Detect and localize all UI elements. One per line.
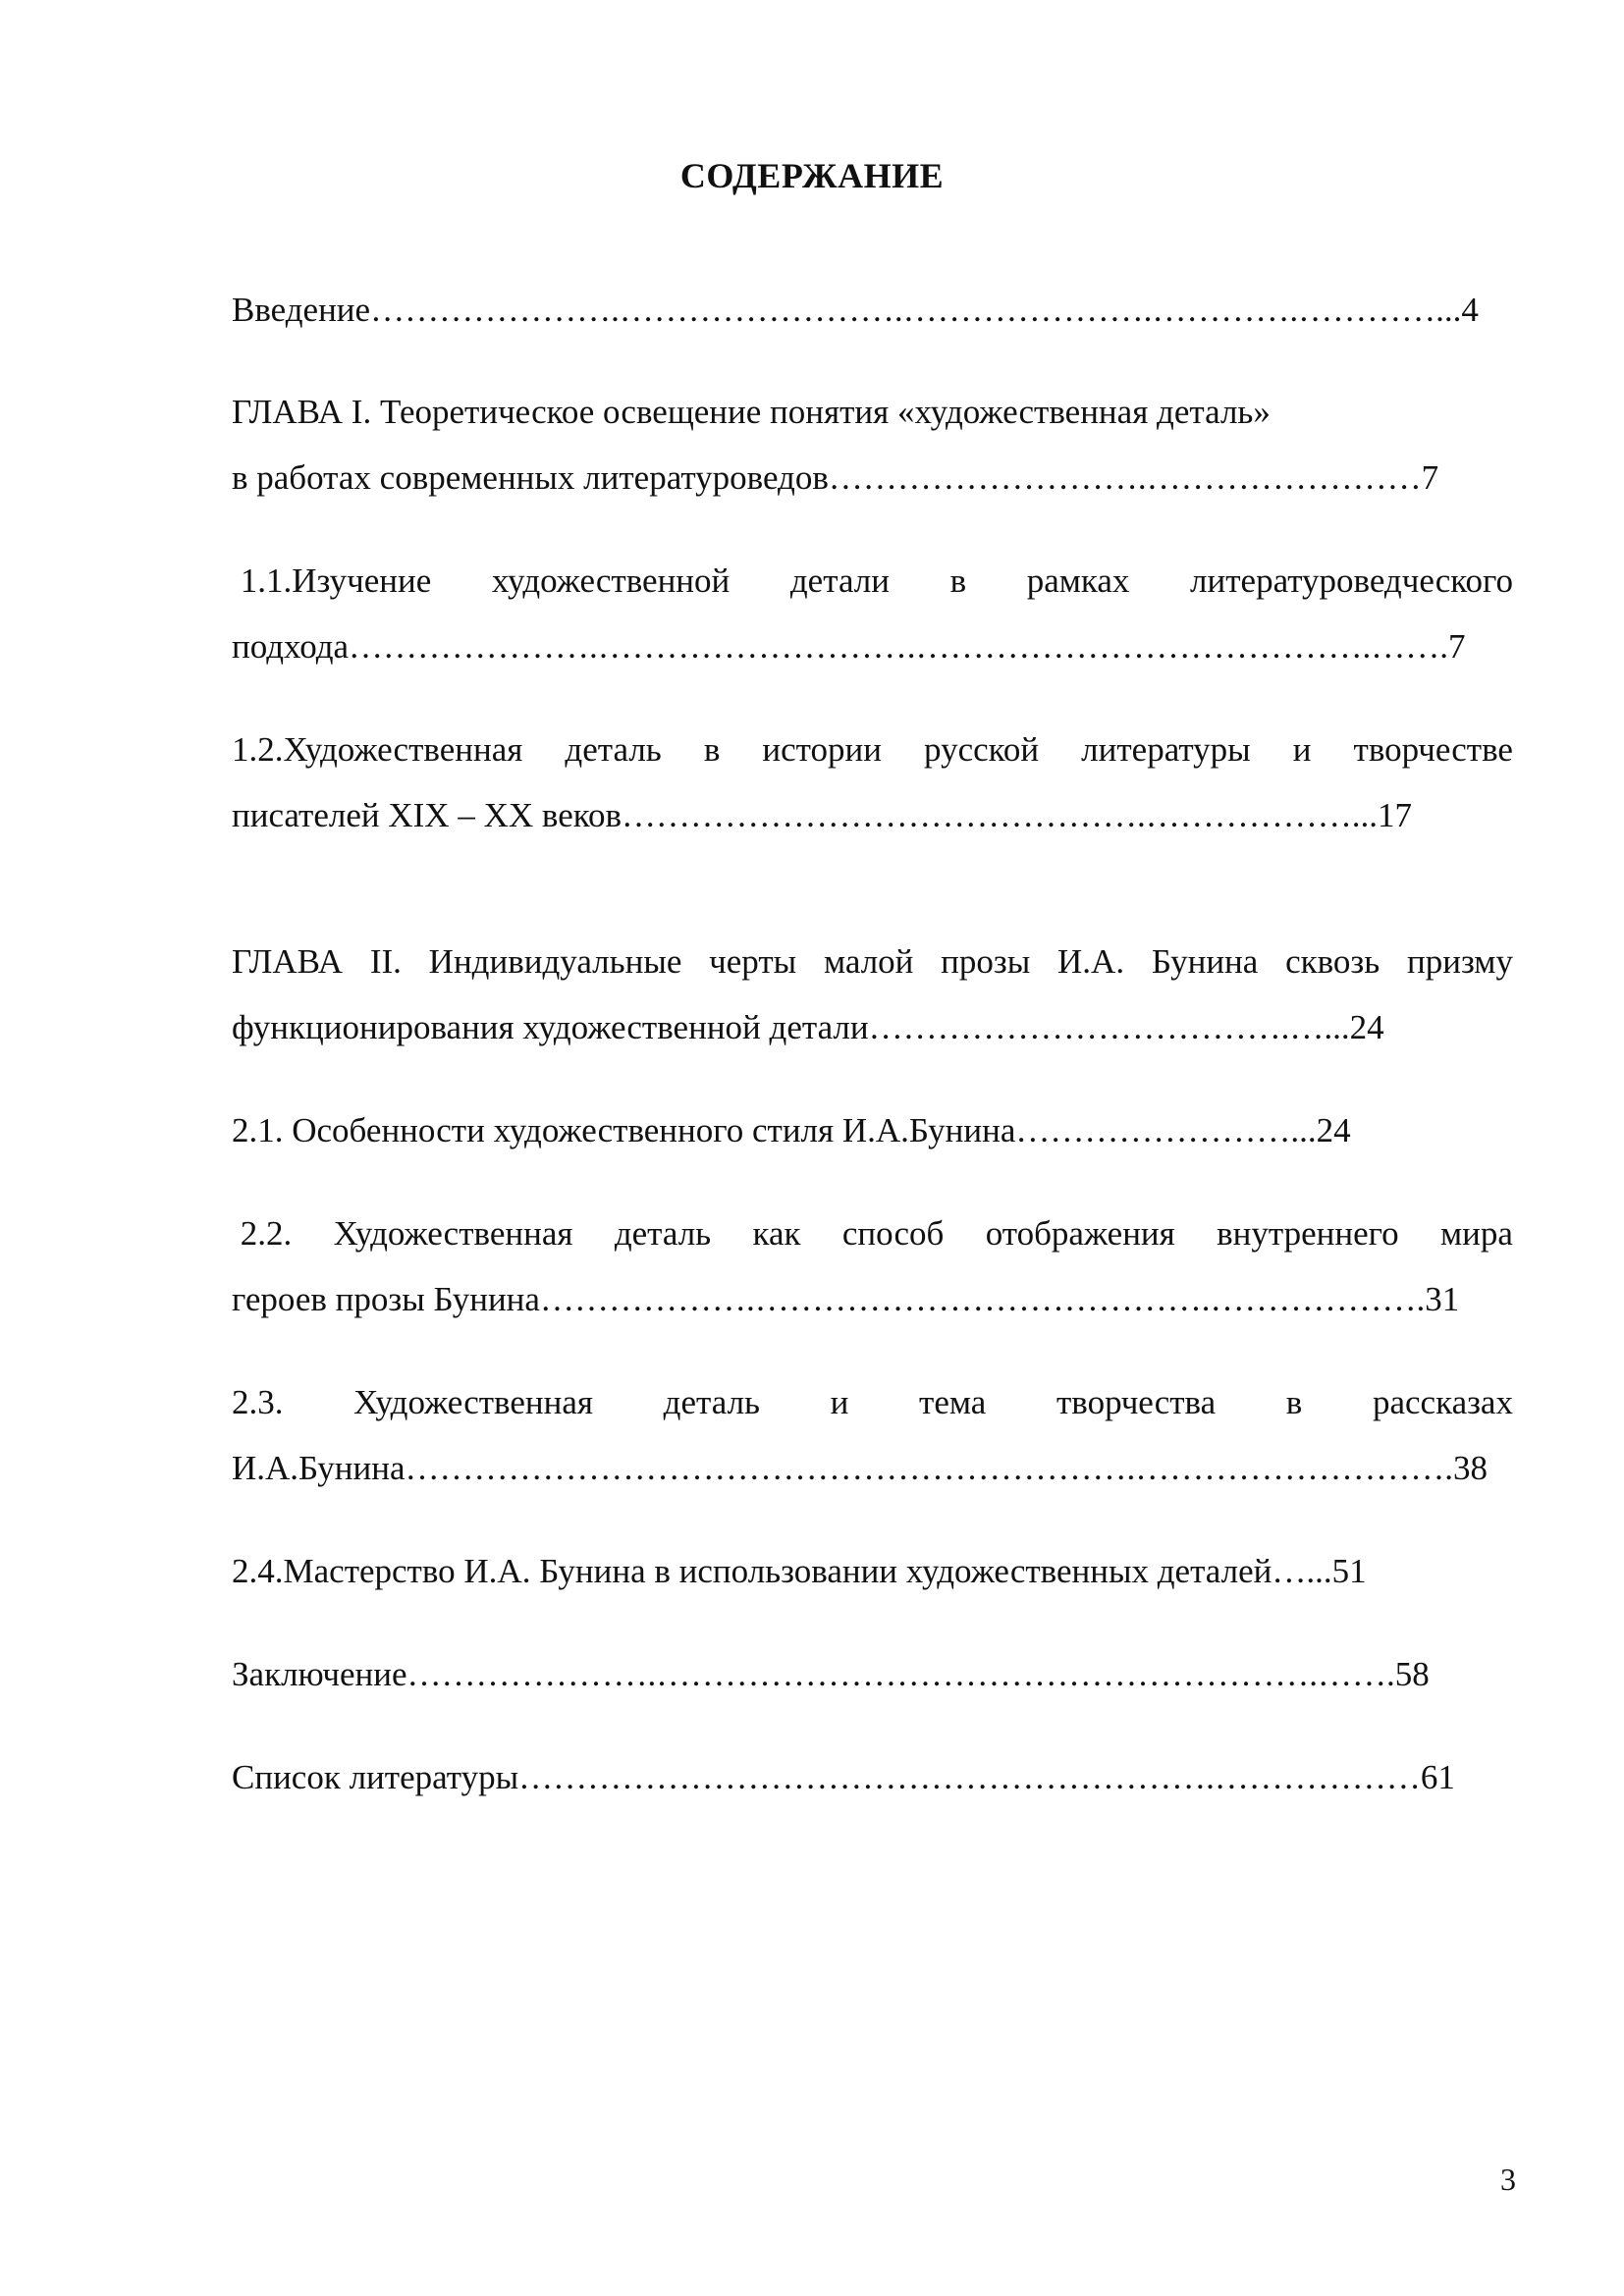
toc-word: Художественная — [353, 1383, 593, 1421]
toc-word: истории — [762, 730, 882, 769]
toc-line-introduction: Введение………………….…………………….………………….………….…………...4 — [232, 291, 1479, 329]
toc-word: творчестве — [1353, 730, 1513, 769]
toc-line-section-1-2 — [232, 728, 1513, 772]
toc-word: детали — [789, 561, 890, 600]
toc-word: 1.2.Художественная — [232, 730, 523, 769]
toc-word: деталь — [565, 730, 662, 769]
toc-line-section-2-2 — [232, 1212, 1513, 1255]
toc-word: литературоведческого — [1190, 561, 1513, 600]
toc-word: отображения — [985, 1214, 1175, 1253]
toc-word: 2.3. — [232, 1383, 284, 1421]
toc-word: внутреннего — [1217, 1214, 1399, 1253]
toc-line-section-1-1-cont: подхода………………….……………………….………………………………….…….7 — [232, 627, 1466, 666]
toc-word: II. — [369, 942, 402, 981]
toc-word: рамках — [1026, 561, 1130, 600]
toc-word: черты — [709, 942, 797, 981]
toc-word: деталь — [614, 1214, 712, 1253]
toc-word: Индивидуальные — [428, 942, 682, 981]
toc-word: Художественная — [333, 1214, 573, 1253]
toc-line-section-2-1: 2.1. Особенности художественного стиля И.А.Бунина……………………...24 — [232, 1111, 1351, 1149]
toc-word: тема — [919, 1383, 987, 1421]
toc-word: русской — [924, 730, 1040, 769]
toc-word: и — [830, 1383, 849, 1421]
toc-line-section-1-2-cont: писателей XIX – XX веков……………………………………….………………...17 — [232, 796, 1412, 834]
toc-line-section-1-1 — [232, 560, 1513, 603]
toc-word: в — [949, 561, 967, 600]
toc-word: мира — [1439, 1214, 1513, 1253]
toc-word: прозы — [941, 942, 1031, 981]
toc-word: и — [1292, 730, 1312, 769]
toc-word: в — [1285, 1383, 1303, 1421]
toc-word: Бунина — [1151, 942, 1259, 981]
toc-word: как — [752, 1214, 801, 1253]
toc-word: призму — [1407, 942, 1513, 981]
toc-word: творчества — [1056, 1383, 1217, 1421]
toc-line-chapter-2-title — [232, 940, 1513, 984]
toc-word: литературы — [1081, 730, 1251, 769]
toc-line-chapter-2-title-cont: функционирования художественной детали……………………………….…...24 — [232, 1008, 1384, 1046]
toc-word: рассказах — [1372, 1383, 1513, 1421]
toc-line-chapter-1-title-cont: в работах современных литературоведов……………………….……………………7 — [232, 458, 1439, 497]
toc-word: ГЛАВА — [232, 942, 344, 981]
toc-line-section-2-2-cont: героев прозы Бунина……………….………………………………….……………….31 — [232, 1280, 1460, 1318]
toc-line-conclusion: Заключение………………….………………………………………………….…….58 — [232, 1655, 1430, 1693]
page-title: СОДЕРЖАНИЕ — [679, 156, 945, 195]
toc-word: И.А. — [1057, 942, 1125, 981]
toc-word: 1.1.Изучение — [232, 561, 432, 600]
toc-word: художественной — [491, 561, 731, 600]
toc-word: деталь — [663, 1383, 760, 1421]
toc-word: способ — [841, 1214, 945, 1253]
page-number: 3 — [1500, 2162, 1516, 2197]
toc-line-section-2-3 — [232, 1381, 1513, 1424]
toc-word: малой — [823, 942, 914, 981]
toc-word: 2.2. — [232, 1214, 293, 1253]
toc-line-section-2-4: 2.4.Мастерство И.А. Бунина в использовании художественных деталей…...51 — [232, 1552, 1367, 1590]
toc-line-bibliography: Список литературы…………………………………………………….………………61 — [232, 1758, 1455, 1796]
toc-line-section-2-3-cont: И.А.Бунина……………………………………………………….……………………….38 — [232, 1449, 1489, 1487]
toc-word: в — [703, 730, 721, 769]
toc-word: сквозь — [1285, 942, 1380, 981]
toc-line-chapter-1-title: ГЛАВА I. Теоретическое освещение понятия «художественная деталь» — [232, 393, 1271, 431]
